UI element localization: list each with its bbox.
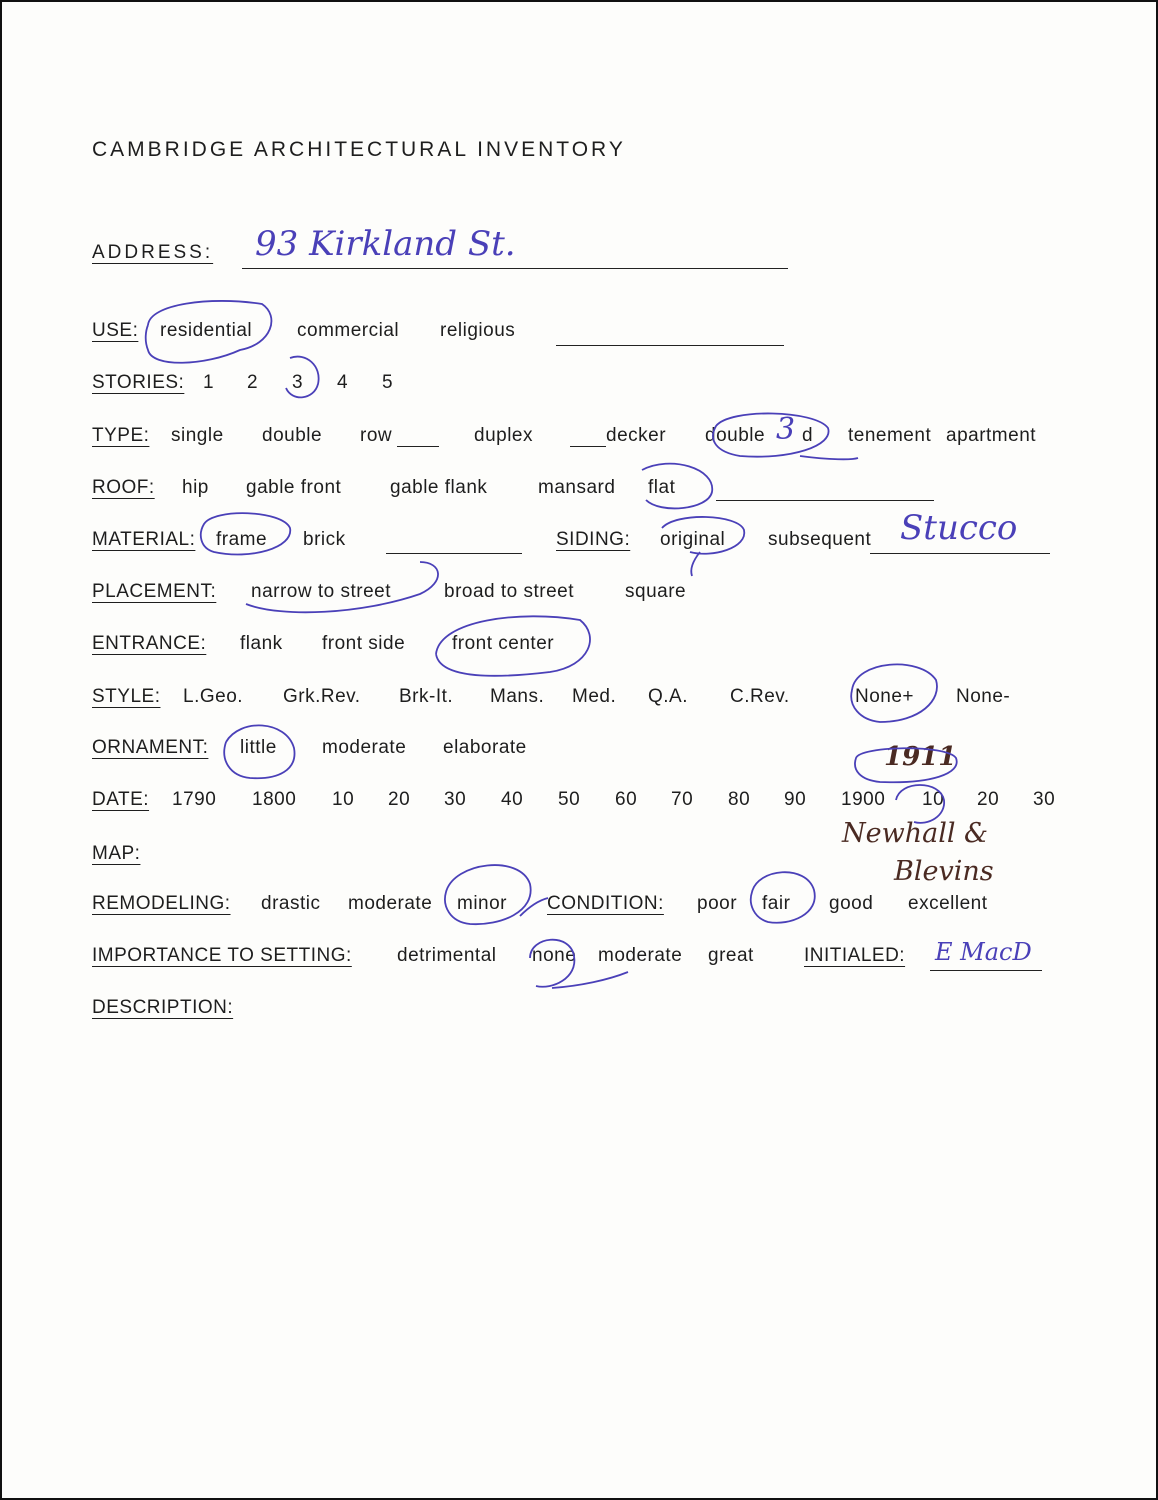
stories-label: STORIES: [92, 372, 185, 393]
date-option-1820[interactable]: 20 [388, 789, 411, 810]
initialed-value[interactable]: E MacD [935, 938, 1032, 966]
siding-other-line [870, 553, 1050, 554]
roof-option-hip[interactable]: hip [182, 477, 209, 498]
siding-option-original[interactable]: original [660, 529, 726, 550]
style-option-lgeo[interactable]: L.Geo. [183, 686, 244, 707]
address-label: ADDRESS: [92, 242, 214, 263]
style-label: STYLE: [92, 686, 161, 707]
style-option-none-plus[interactable]: None+ [855, 686, 915, 707]
map-write-in-line2[interactable]: Blevins [894, 856, 994, 887]
ornament-option-little[interactable]: little [240, 737, 277, 758]
importance-option-detrimental[interactable]: detrimental [397, 945, 497, 966]
date-option-1830[interactable]: 30 [444, 789, 467, 810]
siding-option-subsequent[interactable]: subsequent [768, 529, 872, 550]
date-option-1890[interactable]: 90 [784, 789, 807, 810]
placement-option-narrow[interactable]: narrow to street [251, 581, 391, 602]
date-option-1930[interactable]: 30 [1033, 789, 1056, 810]
use-option-residential[interactable]: residential [160, 320, 253, 341]
remodeling-option-drastic[interactable]: drastic [261, 893, 321, 914]
initialed-line [930, 970, 1042, 971]
style-option-mans[interactable]: Mans. [490, 686, 545, 707]
date-option-1920[interactable]: 20 [977, 789, 1000, 810]
remodeling-option-minor[interactable]: minor [457, 893, 508, 914]
entrance-option-front-side[interactable]: front side [322, 633, 406, 654]
address-line [242, 268, 788, 269]
type-option-decker[interactable]: decker [606, 425, 667, 446]
remodeling-option-moderate[interactable]: moderate [348, 893, 433, 914]
date-label: DATE: [92, 789, 150, 810]
importance-option-none[interactable]: none [532, 945, 577, 966]
map-label: MAP: [92, 843, 141, 864]
ornament-option-moderate[interactable]: moderate [322, 737, 407, 758]
date-write-in[interactable]: 1911 [884, 742, 957, 772]
ornament-option-elaborate[interactable]: elaborate [443, 737, 527, 758]
entrance-option-front-center[interactable]: front center [452, 633, 555, 654]
entrance-option-flank[interactable]: flank [240, 633, 283, 654]
date-option-1810[interactable]: 10 [332, 789, 355, 810]
roof-option-gable-flank[interactable]: gable flank [390, 477, 488, 498]
stories-option-3[interactable]: 3 [292, 372, 304, 393]
importance-option-great[interactable]: great [708, 945, 754, 966]
use-label: USE: [92, 320, 139, 341]
type-option-apartment[interactable]: apartment [946, 425, 1037, 446]
importance-label: IMPORTANCE TO SETTING: [92, 945, 352, 966]
type-option-duplex[interactable]: duplex [474, 425, 533, 446]
stories-option-5[interactable]: 5 [382, 372, 394, 393]
type-label: TYPE: [92, 425, 150, 446]
type-option-double[interactable]: double [262, 425, 323, 446]
stories-option-1[interactable]: 1 [203, 372, 215, 393]
date-option-1880[interactable]: 80 [728, 789, 751, 810]
roof-option-mansard[interactable]: mansard [538, 477, 616, 498]
condition-option-good[interactable]: good [829, 893, 874, 914]
type-option-row[interactable]: row [360, 425, 393, 446]
type-option-double-decker[interactable]: double [705, 425, 766, 446]
roof-option-gable-front[interactable]: gable front [246, 477, 342, 498]
type-option-single[interactable]: single [171, 425, 224, 446]
style-option-crev[interactable]: C.Rev. [730, 686, 790, 707]
placement-option-square[interactable]: square [625, 581, 687, 602]
date-option-1800[interactable]: 1800 [252, 789, 297, 810]
type-option-tenement[interactable]: tenement [848, 425, 932, 446]
stories-option-2[interactable]: 2 [247, 372, 259, 393]
material-option-brick[interactable]: brick [303, 529, 346, 550]
address-value[interactable]: 93 Kirkland St. [255, 224, 516, 264]
style-option-brkit[interactable]: Brk-It. [399, 686, 454, 707]
placement-label: PLACEMENT: [92, 581, 217, 602]
type-write-in[interactable]: 3 [776, 412, 796, 447]
type-row-blank [397, 446, 439, 447]
stories-option-4[interactable]: 4 [337, 372, 349, 393]
use-option-religious[interactable]: religious [440, 320, 516, 341]
placement-option-broad[interactable]: broad to street [444, 581, 575, 602]
type-decker-blank [570, 446, 606, 447]
date-option-1850[interactable]: 50 [558, 789, 581, 810]
condition-option-excellent[interactable]: excellent [908, 893, 988, 914]
date-option-1910[interactable]: 10 [922, 789, 945, 810]
type-suffix: d [802, 425, 814, 446]
importance-option-moderate[interactable]: moderate [598, 945, 683, 966]
date-option-1860[interactable]: 60 [615, 789, 638, 810]
use-option-commercial[interactable]: commercial [297, 320, 400, 341]
condition-option-fair[interactable]: fair [762, 893, 791, 914]
initialed-label: INITIALED: [804, 945, 906, 966]
remodeling-label: REMODELING: [92, 893, 231, 914]
material-other-line [386, 553, 522, 554]
condition-label: CONDITION: [547, 893, 664, 914]
roof-other-line [716, 500, 934, 501]
siding-write-in[interactable]: Stucco [900, 508, 1018, 548]
description-label: DESCRIPTION: [92, 997, 234, 1018]
condition-option-poor[interactable]: poor [697, 893, 738, 914]
date-option-1840[interactable]: 40 [501, 789, 524, 810]
entrance-label: ENTRANCE: [92, 633, 207, 654]
style-option-none-minus[interactable]: None- [956, 686, 1011, 707]
roof-label: ROOF: [92, 477, 155, 498]
use-other-line [556, 345, 784, 346]
style-option-med[interactable]: Med. [572, 686, 617, 707]
ornament-label: ORNAMENT: [92, 737, 209, 758]
form-title: CAMBRIDGE ARCHITECTURAL INVENTORY [92, 138, 626, 161]
material-option-frame[interactable]: frame [216, 529, 268, 550]
siding-label: SIDING: [556, 529, 631, 550]
map-write-in-line1[interactable]: Newhall & [842, 818, 989, 849]
material-label: MATERIAL: [92, 529, 196, 550]
date-option-1870[interactable]: 70 [671, 789, 694, 810]
date-option-1900[interactable]: 1900 [841, 789, 886, 810]
style-option-grkrev[interactable]: Grk.Rev. [283, 686, 361, 707]
style-option-qa[interactable]: Q.A. [648, 686, 689, 707]
date-option-1790[interactable]: 1790 [172, 789, 217, 810]
roof-option-flat[interactable]: flat [648, 477, 676, 498]
